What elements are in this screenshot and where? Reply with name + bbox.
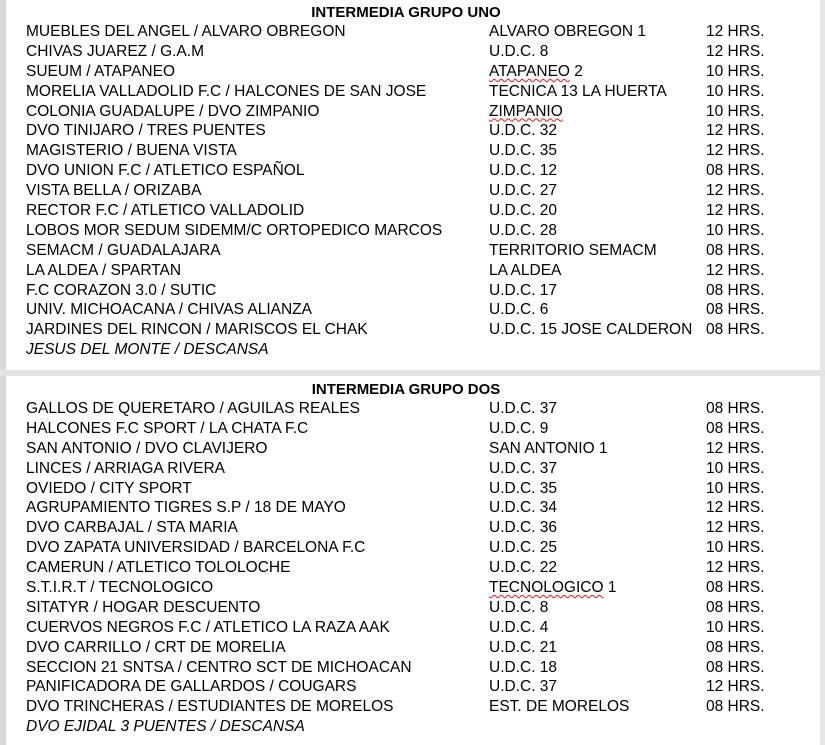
match-row bbox=[26, 82, 786, 102]
match-teams: LA ALDEA / SPARTAN bbox=[26, 261, 182, 279]
match-time: 10 HRS. bbox=[706, 459, 765, 477]
match-time: 12 HRS. bbox=[706, 519, 765, 537]
match-teams: LINCES / ARRIAGA RIVERA bbox=[26, 459, 225, 477]
match-time: 12 HRS. bbox=[706, 182, 765, 200]
match-time: 10 HRS. bbox=[706, 102, 765, 120]
match-teams: GALLOS DE QUERETARO / AGUILAS REALES bbox=[26, 400, 360, 417]
match-teams: MAGISTERIO / BUENA VISTA bbox=[26, 142, 237, 160]
match-venue: U.D.C. 21 bbox=[489, 638, 558, 656]
group-uno-rows bbox=[26, 22, 786, 340]
match-row bbox=[26, 558, 786, 578]
match-row bbox=[26, 221, 786, 241]
match-teams: DVO TRINCHERAS / ESTUDIANTES DE MORELOS bbox=[26, 698, 394, 716]
match-venue: U.D.C. 8 bbox=[489, 42, 549, 60]
match-time: 10 HRS. bbox=[706, 539, 765, 557]
match-venue: U.D.C. 35 bbox=[489, 479, 558, 497]
match-row bbox=[26, 281, 786, 301]
match-row bbox=[26, 697, 786, 717]
match-row bbox=[26, 300, 786, 320]
match-teams: DVO CARRILLO / CRT DE MORELIA bbox=[26, 638, 286, 656]
spellcheck-word: ATAPANEO bbox=[489, 62, 570, 80]
match-teams: HALCONES F.C SPORT / LA CHATA F.C bbox=[26, 419, 309, 437]
match-teams: OVIEDO / CITY SPORT bbox=[26, 479, 192, 497]
match-time: 08 HRS. bbox=[706, 301, 765, 319]
match-time: 08 HRS. bbox=[706, 579, 765, 597]
match-time: 12 HRS. bbox=[706, 122, 765, 140]
match-time: 12 HRS. bbox=[706, 202, 765, 220]
group-uno-rest-team: JESUS DEL MONTE / DESCANSA bbox=[26, 341, 269, 359]
match-venue: U.D.C. 25 bbox=[489, 539, 558, 557]
match-teams: JARDINES DEL RINCON / MARISCOS EL CHAK bbox=[26, 321, 368, 339]
spellcheck-word: TECNOLOGICO bbox=[489, 579, 604, 597]
match-teams: CUERVOS NEGROS F.C / ATLETICO LA RAZA AAK bbox=[26, 618, 390, 636]
group-uno-title: INTERMEDIA GRUPO UNO bbox=[311, 4, 501, 21]
match-row bbox=[26, 479, 786, 499]
match-row bbox=[26, 518, 786, 538]
match-venue: TECNICA 13 LA HUERTA bbox=[489, 82, 667, 100]
match-teams: S.T.I.R.T / TECNOLOGICO bbox=[26, 579, 214, 597]
match-row bbox=[26, 62, 786, 82]
match-venue: U.D.C. 32 bbox=[489, 122, 558, 140]
match-row bbox=[26, 598, 786, 618]
match-venue: U.D.C. 37 bbox=[489, 459, 558, 477]
match-venue: ALVARO OBREGON 1 bbox=[489, 23, 647, 40]
match-venue: U.D.C. 22 bbox=[489, 559, 558, 577]
match-time: 12 HRS. bbox=[706, 678, 765, 696]
match-venue: EST. DE MORELOS bbox=[489, 698, 630, 716]
match-row bbox=[26, 181, 786, 201]
match-venue: U.D.C. 20 bbox=[489, 202, 558, 220]
match-venue: U.D.C. 36 bbox=[489, 519, 558, 537]
match-time: 08 HRS. bbox=[706, 321, 765, 339]
spellcheck-word: ZIMPANIO bbox=[489, 102, 563, 120]
match-row bbox=[26, 241, 786, 261]
match-venue: LA ALDEA bbox=[489, 261, 562, 279]
match-time: 08 HRS. bbox=[706, 281, 765, 299]
match-venue: U.D.C. 12 bbox=[489, 162, 558, 180]
match-teams: SUEUM / ATAPANEO bbox=[26, 62, 175, 80]
match-teams: COLONIA GUADALUPE / DVO ZIMPANIO bbox=[26, 102, 320, 120]
match-venue: U.D.C. 35 bbox=[489, 142, 558, 160]
match-teams: CAMERUN / ATLETICO TOLOLOCHE bbox=[26, 559, 291, 577]
match-teams: MORELIA VALLADOLID F.C / HALCONES DE SAN JOSE bbox=[26, 82, 427, 100]
match-row bbox=[26, 121, 786, 141]
match-teams: SEMACM / GUADALAJARA bbox=[26, 241, 221, 259]
group-uno-section bbox=[26, 4, 786, 360]
match-time: 08 HRS. bbox=[706, 598, 765, 616]
match-venue: U.D.C. 18 bbox=[489, 658, 558, 676]
match-row bbox=[26, 618, 786, 638]
group-dos-section bbox=[26, 381, 786, 737]
group-dos-title: INTERMEDIA GRUPO DOS bbox=[311, 381, 501, 398]
match-teams: SITATYR / HOGAR DESCUENTO bbox=[26, 598, 261, 616]
match-venue: U.D.C. 34 bbox=[489, 499, 558, 517]
match-time: 10 HRS. bbox=[706, 221, 765, 239]
match-time: 12 HRS. bbox=[706, 142, 765, 160]
match-time: 12 HRS. bbox=[706, 261, 765, 279]
match-time: 08 HRS. bbox=[706, 698, 765, 716]
match-teams: RECTOR F.C / ATLETICO VALLADOLID bbox=[26, 202, 305, 220]
match-teams: UNIV. MICHOACANA / CHIVAS ALIANZA bbox=[26, 301, 312, 319]
match-teams: DVO ZAPATA UNIVERSIDAD / BARCELONA F.C bbox=[26, 539, 366, 557]
match-venue: U.D.C. 9 bbox=[489, 419, 549, 437]
match-teams: SAN ANTONIO / DVO CLAVIJERO bbox=[26, 439, 268, 457]
match-teams: F.C CORAZON 3.0 / SUTIC bbox=[26, 281, 217, 299]
match-time: 12 HRS. bbox=[706, 499, 765, 517]
match-row bbox=[26, 42, 786, 62]
match-time: 10 HRS. bbox=[706, 82, 765, 100]
match-time: 12 HRS. bbox=[706, 439, 765, 457]
match-row bbox=[26, 658, 786, 678]
match-teams: MUEBLES DEL ANGEL / ALVARO OBREGON bbox=[26, 23, 346, 40]
match-row bbox=[26, 320, 786, 340]
match-teams: CHIVAS JUAREZ / G.A.M bbox=[26, 42, 204, 60]
match-venue: U.D.C. 37 bbox=[489, 400, 558, 417]
match-teams: LOBOS MOR SEDUM SIDEMM/C ORTOPEDICO MARCOS bbox=[26, 221, 443, 239]
match-row bbox=[26, 141, 786, 161]
match-venue bbox=[489, 102, 563, 122]
match-row bbox=[26, 201, 786, 221]
match-time: 12 HRS. bbox=[706, 42, 765, 60]
match-row bbox=[26, 498, 786, 518]
match-row bbox=[26, 538, 786, 558]
match-row bbox=[26, 22, 786, 42]
match-row bbox=[26, 261, 786, 281]
match-venue: ATAPANEO 2 bbox=[489, 62, 583, 80]
match-row bbox=[26, 459, 786, 479]
match-venue: U.D.C. 8 bbox=[489, 598, 549, 616]
page-break-gap bbox=[0, 370, 825, 376]
match-time: 12 HRS. bbox=[706, 23, 765, 40]
match-time: 10 HRS. bbox=[706, 479, 765, 497]
match-venue: U.D.C. 28 bbox=[489, 221, 558, 239]
match-venue: U.D.C. 15 JOSE CALDERON bbox=[489, 321, 693, 339]
match-row bbox=[26, 161, 786, 181]
match-teams: DVO CARBAJAL / STA MARIA bbox=[26, 519, 238, 537]
match-venue: TERRITORIO SEMACM bbox=[489, 241, 657, 259]
match-time: 10 HRS. bbox=[706, 62, 765, 80]
match-time: 08 HRS. bbox=[706, 162, 765, 180]
match-venue: U.D.C. 17 bbox=[489, 281, 558, 299]
match-row bbox=[26, 419, 786, 439]
match-venue: U.D.C. 37 bbox=[489, 678, 558, 696]
match-venue: U.D.C. 6 bbox=[489, 301, 549, 319]
match-time: 08 HRS. bbox=[706, 241, 765, 259]
match-venue: TECNOLOGICO 1 bbox=[489, 579, 617, 597]
match-time: 08 HRS. bbox=[706, 638, 765, 656]
match-teams: SECCION 21 SNTSA / CENTRO SCT DE MICHOACAN bbox=[26, 658, 412, 676]
match-teams: DVO TINIJARO / TRES PUENTES bbox=[26, 122, 266, 140]
match-time: 10 HRS. bbox=[706, 618, 765, 636]
match-teams: PANIFICADORA DE GALLARDOS / COUGARS bbox=[26, 678, 357, 696]
match-row bbox=[26, 578, 786, 598]
group-dos-rest-team: DVO EJIDAL 3 PUENTES / DESCANSA bbox=[26, 718, 305, 736]
match-time: 12 HRS. bbox=[706, 559, 765, 577]
match-row bbox=[26, 677, 786, 697]
match-teams: DVO UNION F.C / ATLETICO ESPAÑOL bbox=[26, 162, 305, 180]
match-venue: SAN ANTONIO 1 bbox=[489, 439, 608, 457]
match-venue: U.D.C. 27 bbox=[489, 182, 558, 200]
group-dos-rows bbox=[26, 399, 786, 717]
match-row bbox=[26, 102, 786, 122]
match-teams: VISTA BELLA / ORIZABA bbox=[26, 182, 202, 200]
match-row bbox=[26, 399, 786, 419]
match-time: 08 HRS. bbox=[706, 658, 765, 676]
match-teams: AGRUPAMIENTO TIGRES S.P / 18 DE MAYO bbox=[26, 499, 346, 517]
match-row bbox=[26, 439, 786, 459]
match-venue: U.D.C. 4 bbox=[489, 618, 549, 636]
match-time: 08 HRS. bbox=[706, 419, 765, 437]
match-row bbox=[26, 638, 786, 658]
match-time: 08 HRS. bbox=[706, 400, 765, 417]
